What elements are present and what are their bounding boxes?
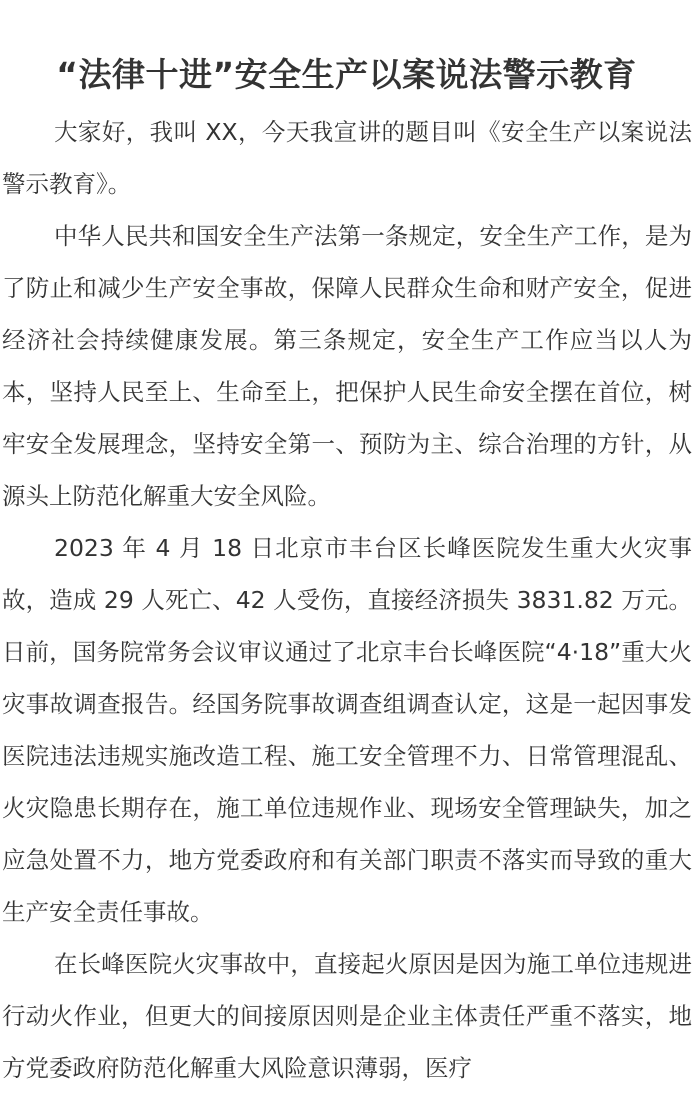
paragraph-law-provisions: 中华人民共和国安全生产法第一条规定，安全生产工作，是为了防止和减少生产安全事故，保障人民群众生命和财产安全，促进经济社会持续健康发展。第三条规定，安全生产工作应当以人为本，坚持人民至上、生命至上，把保护人民生命安全摆在首位，树牢安全发展理念，坚持安全第一、预防为主、综合治理的方针，从源头上防范化解重大安全风险。: [2, 222, 692, 510]
document-title: “法律十进”安全生产以案说法警示教育: [56, 55, 637, 95]
paragraph-greeting: 大家好，我叫 XX，今天我宣讲的题目叫《安全生产以案说法警示教育》。: [2, 118, 692, 198]
article-body: [2, 106, 692, 1094]
paragraph-cause-analysis: 在长峰医院火灾事故中，直接起火原因是因为施工单位违规进行动火作业，但更大的间接原因则是企业主体责任严重不落实，地方党委政府防范化解重大风险意识薄弱，医疗: [2, 950, 692, 1082]
paragraph-fire-incident: 2023 年 4 月 18 日北京市丰台区长峰医院发生重大火灾事故，造成 29 人死亡、42 人受伤，直接经济损失 3831.82 万元。日前，国务院常务会议审议通过了北京丰台长峰医院“4·18”重大火灾事故调查报告。经国务院事故调查组调查认定，这是一起因事发医院违法违规实施改造工程、施工安全管理不力、日常管理混乱、火灾隐患长期存在，施工单位违规作业、现场安全管理缺失，加之应急处置不力，地方党委政府和有关部门职责不落实而导致的重大生产安全责任事故。: [2, 534, 692, 926]
